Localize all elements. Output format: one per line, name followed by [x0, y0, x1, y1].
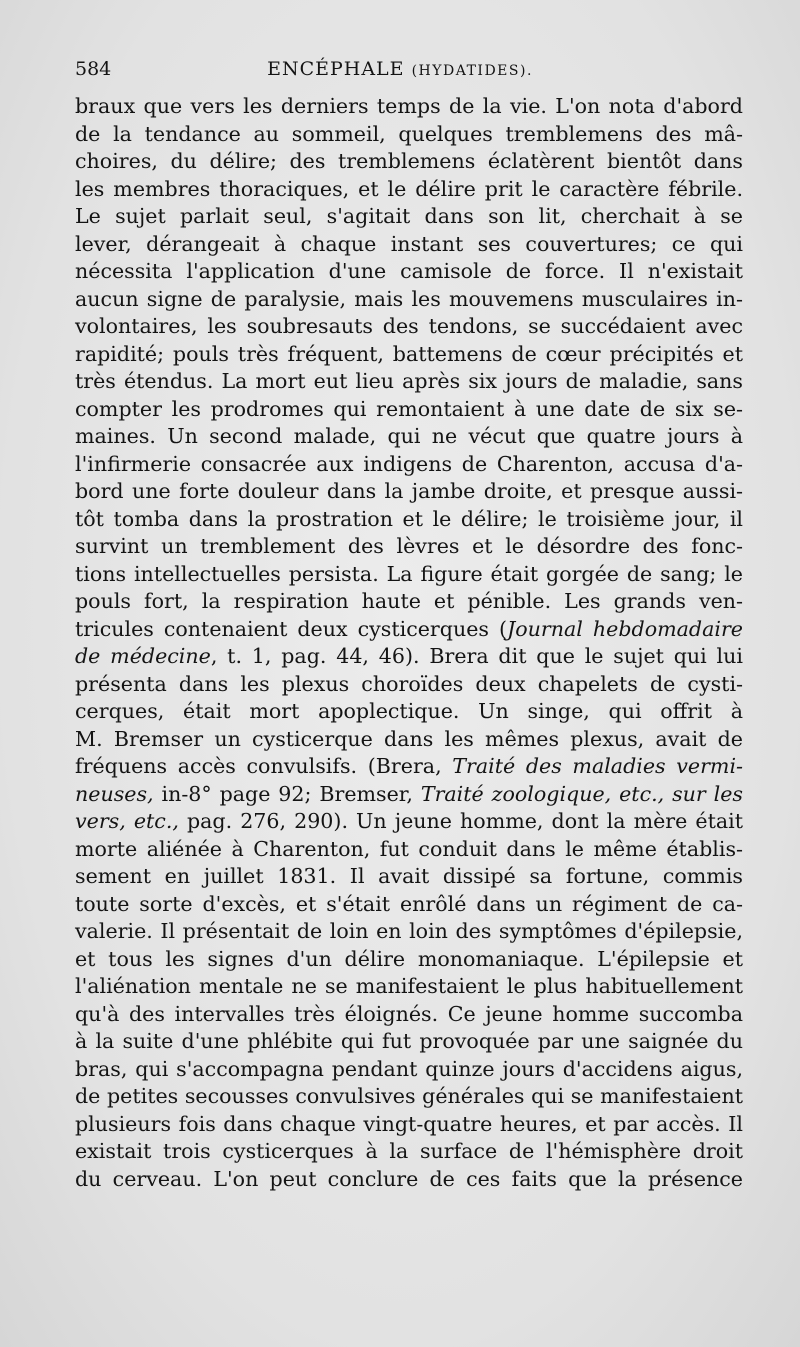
text-line: maines. Un second malade, qui ne vécut que quatre jours à: [75, 424, 743, 448]
text-line: et tous les signes d'un délire monomaniaque. L'épilepsie et: [75, 946, 743, 971]
text-line: de la tendance au sommeil, quelques tremblemens des mâ-: [75, 121, 743, 146]
text-line: bord une forte douleur dans la jambe droite, et presque aussi-: [75, 479, 743, 503]
text-line: l'infirmerie consacrée aux indigens de Charenton, accusa d'a-: [75, 451, 743, 476]
text-line: cerques, était mort apoplectique. Un singe, qui offrit à: [75, 699, 743, 723]
text-line: pouls fort, la respiration haute et pénible. Les grands ven-: [75, 589, 743, 613]
body-text: [75, 93, 743, 1193]
text-line: toute sorte d'excès, et s'était enrôlé dans un régiment de ca-: [75, 891, 743, 916]
text-line: volontaires, les soubresauts des tendons, se succédaient avec: [75, 314, 743, 338]
text-line: plusieurs fois dans chaque vingt-quatre heures, et par accès. Il: [75, 1111, 743, 1136]
page-header: [75, 58, 725, 88]
text-line: Le sujet parlait seul, s'agitait dans son lit, cherchait à se: [75, 204, 743, 228]
text-line: vers, etc., pag. 276, 290). Un jeune homme, dont la mère était: [75, 809, 743, 833]
text-line: rapidité; pouls très fréquent, battemens de cœur précipités et: [75, 341, 743, 366]
text-line: l'aliénation mentale ne se manifestaient le plus habituellement: [75, 974, 743, 998]
text-line: très étendus. La mort eut lieu après six jours de maladie, sans: [75, 369, 743, 393]
text-line: existait trois cysticerques à la surface de l'hémisphère droit: [75, 1139, 743, 1163]
text-line: fréquens accès convulsifs. (Brera, Traité des maladies vermi-: [75, 754, 743, 778]
text-line: aucun signe de paralysie, mais les mouvemens musculaires in-: [75, 286, 743, 311]
text-line: morte aliénée à Charenton, fut conduit dans le même établis-: [75, 836, 743, 861]
text-line: présenta dans les plexus choroïdes deux chapelets de cysti-: [75, 671, 743, 696]
text-line: choires, du délire; des tremblemens éclatèrent bientôt dans: [75, 149, 743, 173]
text-line: compter les prodromes qui remontaient à une date de six se-: [75, 396, 743, 421]
page-number: 584: [75, 58, 112, 80]
text-line: de petites secousses convulsives générales qui se manifestaient: [75, 1084, 743, 1108]
text-line: de médecine, t. 1, pag. 44, 46). Brera dit que le sujet qui lui: [75, 644, 743, 668]
text-line: braux que vers les derniers temps de la vie. L'on nota d'abord: [75, 94, 743, 118]
text-line: nécessita l'application d'une camisole de force. Il n'existait: [75, 259, 743, 283]
text-line: survint un tremblement des lèvres et le désordre des fonc-: [75, 534, 743, 558]
text-line: M. Bremser un cysticerque dans les mêmes plexus, avait de: [75, 726, 743, 751]
text-line: tricules contenaient deux cysticerques (Journal hebdomadaire: [75, 616, 743, 641]
text-line: tôt tomba dans la prostration et le délire; le troisième jour, il: [75, 506, 743, 531]
running-head: [75, 58, 725, 80]
text-line: les membres thoraciques, et le délire prit le caractère fébrile.: [75, 176, 743, 201]
text-line: valerie. Il présentait de loin en loin des symptômes d'épilepsie,: [75, 919, 743, 943]
text-line: qu'à des intervalles très éloignés. Ce jeune homme succomba: [75, 1001, 743, 1026]
text-line: neuses, in-8° page 92; Bremser, Traité zoologique, etc., sur les: [75, 781, 743, 806]
text-line: à la suite d'une phlébite qui fut provoquée par une saignée du: [75, 1029, 743, 1053]
text-line: sement en juillet 1831. Il avait dissipé sa fortune, commis: [75, 864, 743, 888]
running-head-main: ENCÉPHALE: [267, 58, 405, 80]
running-head-paren: (HYDATIDES).: [411, 63, 533, 79]
text-line: bras, qui s'accompagna pendant quinze jours d'accidens aigus,: [75, 1056, 743, 1081]
text-line: du cerveau. L'on peut conclure de ces faits que la présence: [75, 1166, 743, 1191]
text-line: lever, dérangeait à chaque instant ses couvertures; ce qui: [75, 231, 743, 256]
text-line: tions intellectuelles persista. La figure était gorgée de sang; le: [75, 561, 743, 586]
